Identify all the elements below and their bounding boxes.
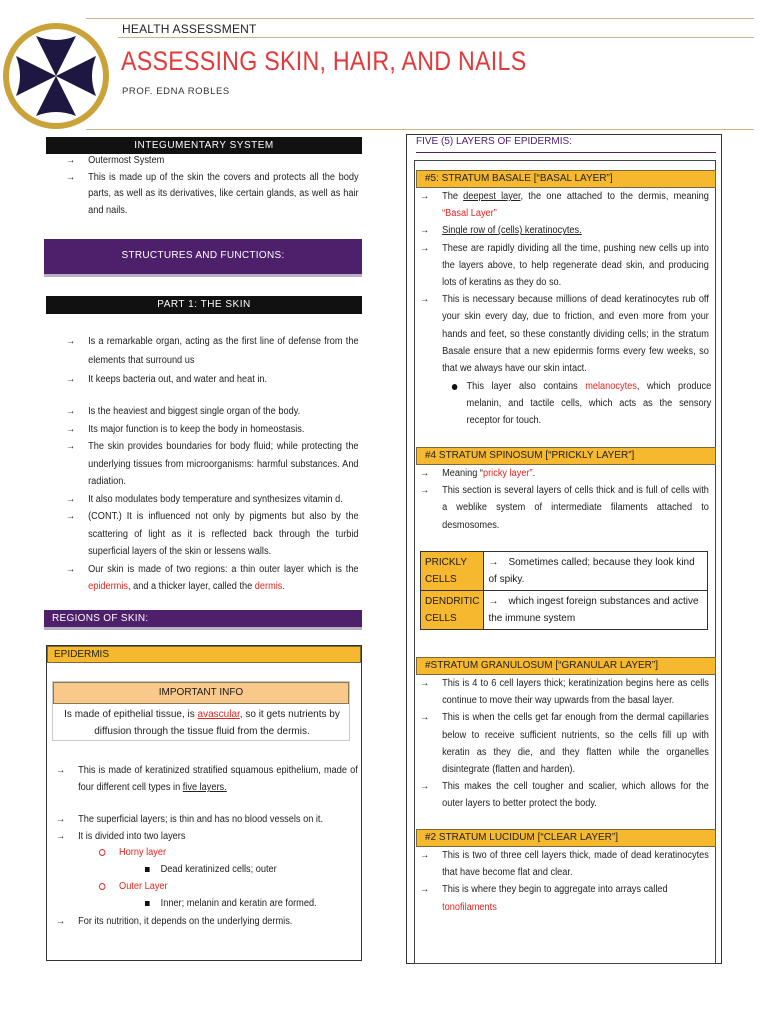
dermis-term: dermis <box>254 581 283 592</box>
list-item: → (CONT.) It is influenced not only by pigments but also by the scattering of light as it is reflected back through the turbid superficial layers of the skin or lessens walls. <box>66 511 359 557</box>
spinosum-heading: #4 STRATUM SPINOSUM [“PRICKLY LAYER”] <box>416 447 716 465</box>
table-value: → Sometimes called; because they look kind of spiky. <box>484 552 708 591</box>
list-item: → For its nutrition, it depends on the underlying dermis. <box>56 916 293 927</box>
basale-list <box>420 188 709 377</box>
list-item: → This makes the cell tougher and scalier, which allows for the outer layers to better protect the body. <box>420 781 709 810</box>
cells-table <box>420 551 708 630</box>
table-key: PRICKLY CELLS <box>421 552 484 591</box>
table-row <box>421 552 708 591</box>
list-item: → Is the heaviest and biggest single organ of the body. <box>66 406 301 417</box>
structures-heading: STRUCTURES AND FUNCTIONS: <box>44 239 362 277</box>
ring-bullet-icon <box>99 849 105 856</box>
integumentary-list <box>66 153 359 219</box>
list-item: → This section is several layers of cells thick and is full of cells with a weblike system of intermediate filaments attached to desmosomes. <box>420 485 709 531</box>
basale-heading: #5: STRATUM BASALE [“BASAL LAYER”] <box>416 170 716 188</box>
lucidum-heading: #2 STRATUM LUCIDUM [“CLEAR LAYER”] <box>416 829 716 847</box>
skin-list-a <box>66 332 359 389</box>
epidermis-list-2 <box>56 811 358 845</box>
spinosum-list <box>420 465 709 534</box>
course-name: HEALTH ASSESSMENT <box>122 22 257 36</box>
granulosum-list <box>420 675 709 813</box>
regions-heading: REGIONS OF SKIN: <box>44 610 362 630</box>
school-logo <box>2 22 110 130</box>
lucidum-list <box>420 847 709 916</box>
ring-bullet-icon <box>99 883 105 890</box>
table-key: DENDRITIC CELLS <box>421 591 484 630</box>
outer-layer-desc: Inner; melanin and keratin are formed. <box>145 896 317 913</box>
list-item: → This is when the cells get far enough from the dermal capillaries below to receive sufficient nutrients, so the cells fill up with keratin as they die, and they flatten while the organelles disintegrate (flatten and harden). <box>420 712 709 776</box>
dot-bullet-icon <box>452 384 458 390</box>
header-rule-middle <box>118 37 754 38</box>
list-item: → It keeps bacteria out, and water and heat in. <box>66 374 268 385</box>
important-info-box <box>52 681 350 741</box>
list-item: → Our skin is made of two regions: a thin outer layer which is the epidermis, and a thicker layer, called the dermis. <box>66 563 359 592</box>
list-item: → Outermost System <box>66 155 165 166</box>
outer-layer-item: Outer Layer <box>99 879 168 896</box>
important-info-heading: IMPORTANT INFO <box>53 682 349 704</box>
epidermis-list <box>56 762 358 796</box>
granulosum-heading: #STRATUM GRANULOSUM [“GRANULAR LAYER”] <box>416 657 716 675</box>
professor-name: PROF. EDNA ROBLES <box>122 86 230 97</box>
square-bullet-icon <box>145 901 150 906</box>
list-item: → Single row of (cells) keratinocytes. <box>420 225 582 237</box>
list-item: → This is 4 to 6 cell layers thick; keratinization begins here as cells continue to move their way upwards from the basal layer. <box>420 678 709 707</box>
page-title: ASSESSING SKIN, HAIR, AND NAILS <box>121 46 527 76</box>
skin-list-b <box>66 403 359 596</box>
part1-heading: PART 1: THE SKIN <box>46 296 362 314</box>
list-item: → Meaning “pricky layer”. <box>420 468 536 479</box>
list-item: → This is made up of the skin the covers and protects all the body parts, as well as its derivatives, like certain glands, as well as hair and nails. <box>66 171 359 216</box>
list-item: → This is where they begin to aggregate into arrays called tonofilaments <box>420 884 668 913</box>
important-info-text: Is made of epithelial tissue, is avascular, so it gets nutrients by diffusion through the tissue fluid from the dermis. <box>64 709 340 737</box>
table-row <box>421 591 708 630</box>
list-item: → Its major function is to keep the body in homeostasis. <box>66 423 305 435</box>
list-item: → These are rapidly dividing all the time, pushing new cells up into the layers above, to help regenerate dead skin, and producing lots of keratins as they do so. <box>420 242 709 289</box>
list-item: → This is two of three cell layers thick, made of dead keratinocytes that have become flat and clear. <box>420 850 709 879</box>
list-item: → It is divided into two layers <box>56 831 186 842</box>
square-bullet-icon <box>145 867 150 872</box>
list-item: → The deepest layer, the one attached to the dermis, meaning “Basal Layer” <box>420 191 709 220</box>
layers-heading: FIVE (5) LAYERS OF EPIDERMIS: <box>416 136 572 147</box>
header-rule-bottom <box>86 129 754 130</box>
horny-layer-desc: Dead keratinized cells; outer <box>145 862 277 879</box>
avascular-term: avascular <box>197 709 240 720</box>
epidermis-heading: EPIDERMIS <box>47 646 361 663</box>
epidermis-term: epidermis <box>88 581 128 592</box>
basale-sub-item: This layer also contains melanocytes, which produce melanin, and tactile cells, which acts as the sensory receptor for touch. <box>450 378 711 430</box>
list-item: → This is necessary because millions of dead keratinocytes rub off your skin every day, due to friction, and even more from your hands and feet, so these constantly dividing cells; in the stratum Basale ensure that a new epidermis forms every few weeks, so that we always have our skin intact. <box>420 294 709 375</box>
epidermis-list-3 <box>56 913 358 930</box>
integumentary-heading: INTEGUMENTARY SYSTEM <box>46 137 362 154</box>
list-item: → It also modulates body temperature and synthesizes vitamin d. <box>66 493 343 505</box>
layers-heading-rule <box>416 152 716 153</box>
horny-layer-item: Horny layer <box>99 845 166 862</box>
list-item: → This is made of keratinized stratified squamous epithelium, made of four different cell types in five layers. <box>56 765 358 793</box>
table-value: → which ingest foreign substances and active the immune system <box>484 591 708 630</box>
list-item: → The skin provides boundaries for body fluid; while protecting the underlying tissues from microorganisms: harmful substances. And radiation. <box>66 441 359 487</box>
header-rule-top <box>86 18 754 19</box>
list-item: → The superficial layers; is thin and has no blood vessels on it. <box>56 814 324 825</box>
list-item: → Is a remarkable organ, acting as the first line of defense from the elements that surround us <box>66 336 359 366</box>
